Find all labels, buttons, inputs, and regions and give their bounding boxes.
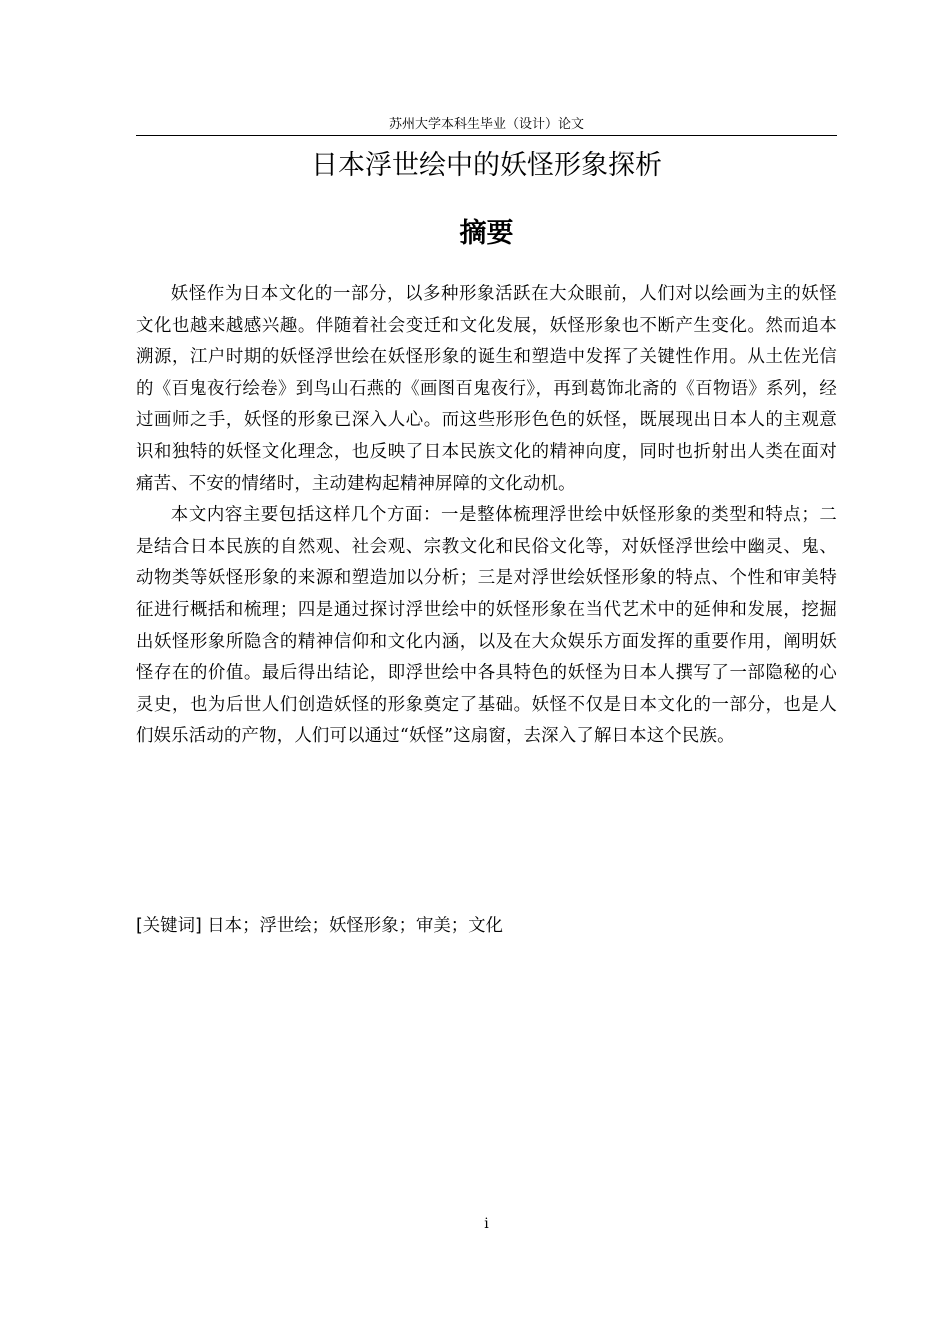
keywords-line <box>136 911 837 942</box>
keywords-label: [关键词] <box>136 916 202 936</box>
abstract-paragraph-2: 本文内容主要包括这样几个方面：一是整体梳理浮世绘中妖怪形象的类型和特点；二是结合日本民族的自然观、社会观、宗教文化和民俗文化等，对妖怪浮世绘中幽灵、鬼、动物类等妖怪形象的来源和塑造加以分析；三是对浮世绘妖怪形象的特点、个性和审美特征进行概括和梳理；四是通过探讨浮世绘中的妖怪形象在当代艺术中的延伸和发展，挖掘出妖怪形象所隐含的精神信仰和文化内涵，以及在大众娱乐方面发挥的重要作用，阐明妖怪存在的价值。最后得出结论，即浮世绘中各具特色的妖怪为日本人撰写了一部隐秘的心灵史，也为后世人们创造妖怪的形象奠定了基础。妖怪不仅是日本文化的一部分，也是人们娱乐活动的产物，人们可以通过“妖怪”这扇窗，去深入了解日本这个民族。 <box>136 505 837 747</box>
abstract-paragraph-1: 妖怪作为日本文化的一部分，以多种形象活跃在大众眼前，人们对以绘画为主的妖怪文化也越来越感兴趣。伴随着社会变迁和文化发展，妖怪形象也不断产生变化。然而追本溯源，江户时期的妖怪浮世绘在妖怪形象的诞生和塑造中发挥了关键性作用。从土佐光信的《百鬼夜行绘卷》到鸟山石燕的《画图百鬼夜行》，再到葛饰北斋的《百物语》系列，经过画师之手，妖怪的形象已深入人心。而这些形形色色的妖怪，既展现出日本人的主观意识和独特的妖怪文化理念，也反映了日本民族文化的精神向度，同时也折射出人类在面对痛苦、不安的情绪时，主动建构起精神屏障的文化动机。 <box>136 284 837 494</box>
abstract-heading: 摘要 <box>459 218 514 249</box>
keywords-text: 日本；浮世绘；妖怪形象；审美；文化 <box>207 916 503 936</box>
abstract-body <box>136 279 837 753</box>
page-number: i <box>484 1216 489 1232</box>
header-rule <box>136 135 837 136</box>
running-header: 苏州大学本科生毕业（设计）论文 <box>388 117 584 132</box>
thesis-title: 日本浮世绘中的妖怪形象探析 <box>311 150 662 181</box>
